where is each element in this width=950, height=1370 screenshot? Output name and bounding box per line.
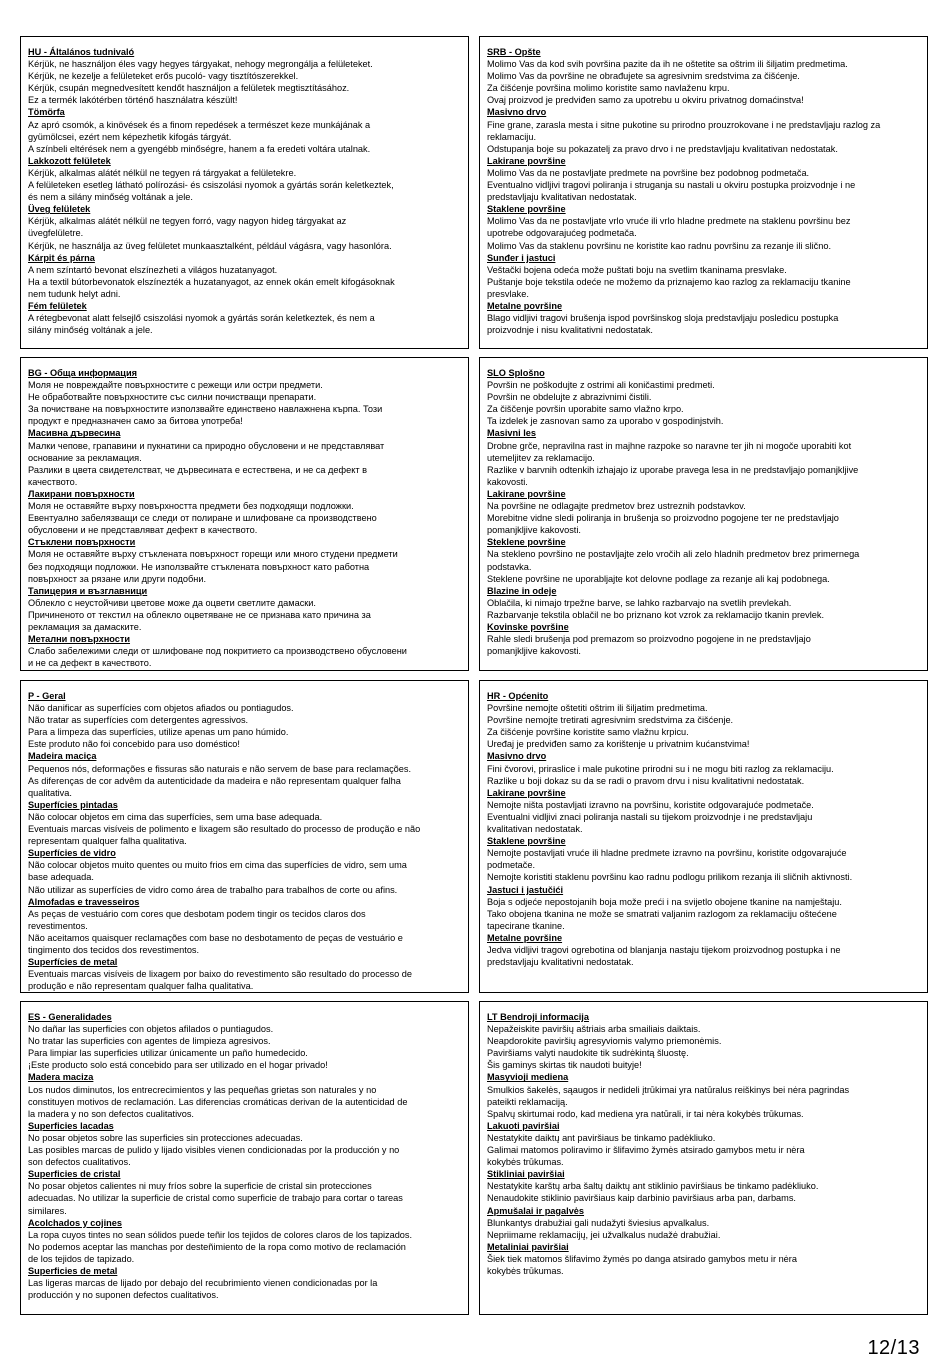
text-line: kakovosti. — [487, 476, 528, 487]
text-line: Površin ne obdelujte z abrazivnimi čistili. — [487, 392, 652, 403]
section-heading: Масивна дървесина — [28, 428, 121, 439]
text-line: Причиненото от текстил на облекло оцветяване не се признава като причина за — [28, 609, 371, 620]
section-heading: HU - Általános tudnivaló — [28, 47, 135, 57]
text-line: Neapdorokite paviršių agresyviomis valymo priemonėmis. — [487, 1036, 722, 1047]
text-line: tapecirane tkanine. — [487, 920, 565, 931]
text-line: Las ligeras marcas de lijado por debajo del recubrimiento vienen condicionadas por la — [28, 1278, 378, 1289]
text-line: Puštanje boje tekstila odeće ne možemo da priznajemo kao razlog za reklamaciju tkanine — [487, 276, 851, 287]
text-line: Pequenos nós, deformações e fissuras são naturais e não servem de base para reclamações. — [28, 763, 412, 774]
section-heading: Fém felületek — [28, 300, 87, 311]
text-line: Za čišćenje površine koristite samo vlažnu krpicu. — [487, 727, 689, 738]
text-line: Steklene površine ne uporabljajte kot delovne podlage za rezanje ali kaj podobnega. — [487, 573, 830, 584]
text-line: Blunkantys drabužiai gali nudažyti šviesius apvalkalus. — [487, 1217, 710, 1228]
section-heading: BG - Обща информация — [28, 368, 137, 378]
text-line: Nestatykite karštų arba šaltų daiktų ant stiklinio paviršiaus be tinkamo padėkliuko. — [487, 1181, 819, 1192]
section-heading: Kovinske površine — [487, 621, 569, 632]
text-line: Uređaj je predviđen samo za korištenje u privatnim kućanstvima! — [487, 739, 750, 750]
text-line: Não colocar objetos em cima das superfícies, sem uma base adequada. — [28, 811, 323, 822]
text-line: рекламация за дамаските. — [28, 621, 142, 632]
text-line: обусловени и не представляват дефект в качеството. — [28, 525, 258, 536]
text-line: Ovaj proizvod je predviđen samo za upotrebu u okviru privatnog domaćinstva! — [487, 95, 804, 106]
text-line: Ha a textil bútorbevonatok elszínezték a huzatanyagot, az ennek okán emelt kifogásoknak — [28, 276, 395, 287]
text-line: predstavljaju kvalitativni nedostatak. — [487, 957, 634, 968]
section-heading: Stikliniai paviršiai — [487, 1169, 565, 1180]
text-line: Nemojte postavljati vruće ili hladne predmete izravno na površinu, koristite odgovarajuće — [487, 848, 847, 859]
text-line: продукт е предназначен само за битова употреба! — [28, 416, 243, 427]
text-line: Nenaudokite stiklinio paviršiaus kaip darbinio paviršiaus arba pan, darbams. — [487, 1193, 796, 1204]
text-line: Моля не оставяйте върху стъклената повърхност горещи или много студени предмети — [28, 549, 398, 560]
text-line: de los tejidos de tapizado. — [28, 1253, 135, 1264]
text-line: kokybės trūkumas. — [487, 1157, 564, 1168]
section-heading: Madera maciza — [28, 1072, 94, 1083]
text-line: similares. — [28, 1205, 67, 1216]
text-line: Не обработвайте повърхностите със силни почистващи препарати. — [28, 392, 317, 403]
text-line: Моля не повреждайте повърхностите с режещи или остри предмети. — [28, 380, 323, 391]
text-line: ¡Este producto solo está concebido para ser utilizado en el hogar privado! — [28, 1060, 328, 1071]
text-line: No posar objetos sobre las superficies sin protecciones adecuadas. — [28, 1132, 303, 1143]
section-heading: Superficies lacadas — [28, 1120, 114, 1131]
text-line: Molimo Vas da staklenu površinu ne koristite kao radnu površinu za rezanje ili slično. — [487, 240, 832, 251]
section-heading: Acolchados y cojines — [28, 1217, 122, 1228]
text-line: No podemos aceptar las manchas por desteñimiento de la ropa como motivo de reclamación — [28, 1241, 406, 1252]
text-line: Razlike u boji dokaz su da se radi o pravom drvu i nisu kvalitativni nedostatak. — [487, 775, 805, 786]
text-line: Fine grane, zarasla mesta i sitne pukotine su prirodno prouzrokovane i ne predstavljaju razlog za — [487, 119, 881, 130]
section-heading: Лакирани повърхности — [28, 488, 135, 499]
text-line: Rahle sledi brušenja pod premazom so proizvodno pogojene in ne predstavljajo — [487, 634, 811, 645]
section-heading: Masivni les — [487, 428, 537, 439]
text-line: adecuadas. No utilizar la superficie de cristal como superficie de trabajo para cortar o tareas — [28, 1193, 403, 1204]
text-line: Eventuais marcas visíveis de polimento e lixagem são resultado do processo de produção e não — [28, 824, 421, 835]
text-line: Kérjük, csupán megnedvesített kendőt használjon a felületek megtisztításához. — [28, 83, 350, 94]
text-line: Površine nemojte tretirati agresivnim sredstvima za čišćenje. — [487, 715, 734, 726]
text-line: Não aceitamos quaisquer reclamações com base no desbotamento de peças de vestuário e — [28, 932, 403, 943]
text-line: Kérjük, alkalmas alátét nélkül ne tegyen forró, vagy nagyon hideg tárgyakat az — [28, 216, 347, 227]
section-heading: Lakirane površine — [487, 488, 566, 499]
section-lithuanian — [479, 1001, 928, 1315]
section-heading: Metalne površine — [487, 300, 563, 311]
section-heading: Staklene površine — [487, 836, 566, 847]
text-line: Não danificar as superfícies com objetos afiados ou pontiagudos. — [28, 703, 294, 714]
text-line: producción y no suponen defectos cualitativos. — [28, 1290, 219, 1301]
section-heading: Madeira maciça — [28, 751, 97, 762]
section-heading: Sunđer i jastuci — [487, 252, 556, 263]
section-heading: SLO Splošno — [487, 368, 545, 378]
text-line: Molimo Vas da površine ne obrađujete sa agresivnim sredstvima za čišćenje. — [487, 71, 800, 82]
text-line: Nepriimame reklamacijų, jei užvalkalus nudažė drabužiai. — [487, 1229, 721, 1240]
text-line: pateikti reklamaciją. — [487, 1096, 568, 1107]
section-heading: Apmušalai ir pagalvės — [487, 1205, 585, 1216]
text-line: Paviršiams valyti naudokite tik sudrėkintą šluostę. — [487, 1048, 689, 1059]
section-heading: Staklene površine — [487, 204, 566, 215]
text-line: No tratar las superficies con agentes de limpieza agresivos. — [28, 1036, 271, 1047]
text-line: Razlike v barvnih odtenkih izhajajo iz uporabe pravega lesa in ne predstavljajo pomanjkljive — [487, 464, 859, 475]
section-bulgarian — [20, 357, 469, 671]
text-line: Разлики в цвета свидетелстват, че дървесината е естествена, и не са дефект в — [28, 464, 367, 475]
text-line: Малки чепове, грапавини и пукнатини са природно обусловени и не представляват — [28, 440, 385, 451]
text-line: Nemojte ništa postavljati izravno na površinu, koristite odgovarajuće podmetače. — [487, 799, 814, 810]
section-heading: HR - Općenito — [487, 691, 549, 701]
text-line: Za čiščenje površin uporabite samo vlažno krpo. — [487, 404, 684, 415]
text-line: As peças de vestuário com cores que desbotam podem tingir os tecidos claros dos — [28, 908, 366, 919]
text-line: Não utilizar as superfícies de vidro como área de trabalho para trabalhos de corte ou afins. — [28, 884, 398, 895]
section-heading: ES - Generalidades — [28, 1012, 112, 1022]
text-line: Jedva vidljivi tragovi ogrebotina od blanjanja nastaju tijekom proizvodnog postupka i ne — [487, 944, 841, 955]
text-line: reklamaciju. — [487, 131, 537, 142]
text-line: kokybės trūkumas. — [487, 1265, 564, 1276]
text-line: tingimento dos tecidos dos revestimentos. — [28, 944, 200, 955]
text-line: Nepažeiskite paviršių aštriais arba smailiais daiktais. — [487, 1024, 701, 1035]
text-line: pomanjkljive kakovosti. — [487, 646, 581, 657]
section-heading: Tömörfa — [28, 107, 65, 118]
section-croatian — [479, 680, 928, 993]
text-line: Molimo Vas da ne postavljate vrlo vruće ili vrlo hladne predmete na staklenu površinu bez — [487, 216, 851, 227]
section-hungarian — [20, 36, 469, 349]
section-heading: Superfícies de metal — [28, 957, 118, 968]
text-line: kvalitativan nedostatak. — [487, 824, 583, 835]
section-heading: Стъклени повърхности — [28, 537, 136, 548]
section-heading: Steklene površine — [487, 537, 566, 548]
text-line: Molimo Vas da ne postavljate predmete na površine bez podobnog podmetača. — [487, 167, 810, 178]
text-line: Veštački bojena odeća može puštati boju na svetlim tkaninama presvlake. — [487, 264, 787, 275]
text-line: Eventualni vidljivi znaci poliranja nastali su tijekom proizvodnje i ne predstavljaju — [487, 811, 813, 822]
text-line: Las posibles marcas de pulido y lijado visibles vienen condicionadas por la producción y no — [28, 1145, 400, 1156]
text-line: son defectos cualitativos. — [28, 1157, 131, 1168]
text-line: Šiek tiek matomos šlifavimo žymės po danga atsirado gamybos metu ir nėra — [487, 1253, 797, 1264]
section-heading: Superfícies pintadas — [28, 799, 118, 810]
text-line: Nemojte koristiti staklenu površinu kao radnu podlogu prilikom rezanja ili sličnih aktivnosti. — [487, 872, 853, 883]
text-line: Blago vidljivi tragovi brušenja ispod površinskog sloja predstavljaju posledicu postupka — [487, 313, 839, 324]
text-line: Površin ne poškodujte z ostrimi ali koničastimi predmeti. — [487, 380, 715, 391]
text-line: podmetače. — [487, 860, 536, 871]
section-heading: Lakirane površine — [487, 155, 566, 166]
text-line: Kérjük, ne kezelje a felületeket erős pucoló- vagy tisztítószerekkel. — [28, 71, 299, 82]
text-line: Galimai matomos poliravimo ir šlifavimo žymės atsirado gamybos metu ir nėra — [487, 1145, 805, 1156]
text-line: Nestatykite daiktų ant paviršiaus be tinkamo padėkliuko. — [487, 1132, 716, 1143]
text-line: üvegfelületre. — [28, 228, 84, 239]
text-line: качеството. — [28, 476, 78, 487]
text-line: Kérjük, alkalmas alátét nélkül ne tegyen rá tárgyakat a felületekre. — [28, 167, 297, 178]
text-line: Boja s odjeće nepostojanih boja može preći i na svijetlo obojene tkanine na namještaju. — [487, 896, 842, 907]
text-line: и не са дефект в качеството. — [28, 658, 152, 669]
text-line: Para a limpeza das superfícies, utilize apenas um pano húmido. — [28, 727, 289, 738]
text-line: За почистване на повърхностите използвайте единствено навлажнена кърпа. Този — [28, 404, 383, 415]
text-line: gyümölcsei, ezért nem képezhetik kifogás tárgyát. — [28, 131, 232, 142]
text-line: No dañar las superficies con objetos afilados o puntiagudos. — [28, 1024, 274, 1035]
section-heading: SRB - Opšte — [487, 47, 541, 57]
text-line: Az apró csomók, a kinövések és a finom repedések a természet keze munkájának a — [28, 119, 371, 130]
text-line: Drobne grče, nepravilna rast in majhne razpoke so naravne ter jih ni mogoče uporabiti kot — [487, 440, 852, 451]
text-line: Eventualno vidljivi tragovi poliranja i struganja su nastali u okviru postupka proizvodnje i ne — [487, 180, 856, 191]
text-line: Облекло с неустойчиви цветове може да оцвети светлите дамаски. — [28, 597, 316, 608]
text-line: No posar objetos calientes ni muy fríos sobre la superficie de cristal sin protecciones — [28, 1181, 372, 1192]
text-line: nem tudunk helyt adni. — [28, 288, 121, 299]
text-line: A színbeli eltérések nem a gyengébb minőségre, hanem a fa eredeti voltára utalnak. — [28, 143, 371, 154]
section-heading: LT Bendroji informacija — [487, 1012, 589, 1022]
section-heading: Lakuoti paviršiai — [487, 1120, 560, 1131]
text-line: constituyen motivos de reclamación. Las diferencias cromáticas derivan de la autenticidad de — [28, 1096, 408, 1107]
text-line: La ropa cuyos tintes no sean sólidos puede teñir los tejidos de colores claros de los tapizados. — [28, 1229, 413, 1240]
text-line: Šis gaminys skirtas tik naudoti buityje! — [487, 1060, 642, 1071]
text-line: Spalvų skirtumai rodo, kad mediena yra natūrali, ir tai nėra kokybės trūkumas. — [487, 1108, 804, 1119]
text-line: és nem a silány minőség voltának a jele. — [28, 192, 193, 203]
text-line: A felületeken esetleg látható polírozási- és csiszolási nyomok a gyártás során keletkeztek, — [28, 180, 394, 191]
text-line: Razbarvanje tekstila oblačil ne bo priznano kot vzrok za reklamacijo tkanin prevlek. — [487, 609, 825, 620]
section-heading: Метални повърхности — [28, 634, 131, 645]
text-line: upotrebe odgovarajućeg podmetača. — [487, 228, 637, 239]
section-spanish — [20, 1001, 469, 1315]
section-heading: Masivno drvo — [487, 751, 547, 762]
text-line: A nem színtartó bevonat elszínezheti a világos huzatanyagot. — [28, 264, 278, 275]
text-line: Molimo Vas da kod svih površina pazite da ih ne oštetite sa oštrim ili šiljatim predmetima. — [487, 59, 848, 70]
text-line: основание за рекламация. — [28, 452, 142, 463]
text-line: Моля не оставяйте върху повърхността предмети без подходящи подложки. — [28, 501, 354, 512]
page-number: 12/13 — [867, 1337, 920, 1359]
section-heading: Metalne površine — [487, 932, 563, 943]
section-serbian — [479, 36, 928, 349]
text-line: base adequada. — [28, 872, 94, 883]
text-line: A rétegbevonat alatt felsejlő csiszolási nyomok a gyártás során keletkeztek, és nem a — [28, 313, 375, 324]
section-heading: Тапицерия и възглавници — [28, 585, 148, 596]
text-line: Površine nemojte oštetiti oštrim ili šiljatim predmetima. — [487, 703, 708, 714]
text-line: silány minőség voltának a jele. — [28, 325, 153, 336]
section-heading: Masyvioji mediena — [487, 1072, 569, 1083]
text-line: representam qualquer falha qualitativa. — [28, 836, 187, 847]
text-line: Fini čvorovi, priraslice i male pukotine prirodni su i ne mogu biti razlog za reklamaciju. — [487, 763, 834, 774]
text-line: Na stekleno površino ne postavljajte zelo vročih ali zelo hladnih predmetov brez primernega — [487, 549, 860, 560]
text-line: Não colocar objetos muito quentes ou muito frios em cima das superfícies de vidro, sem uma — [28, 860, 407, 871]
section-heading: Superfícies de vidro — [28, 848, 116, 859]
text-line: Los nudos diminutos, los entrecrecimientos y las pequeñas grietas son naturales y no — [28, 1084, 377, 1095]
text-line: Ta izdelek je zasnovan samo za uporabo v gospodinjstvih. — [487, 416, 724, 427]
text-line: produção e não representam qualquer falha qualitativa. — [28, 981, 254, 992]
text-line: Oblačila, ki nimajo trpežne barve, se lahko razbarvajo na svetlih prevlekah. — [487, 597, 792, 608]
section-heading: Almofadas e travesseiros — [28, 896, 140, 907]
text-line: Za čišćenje površina molimo koristite samo navlaženu krpu. — [487, 83, 730, 94]
section-heading: Superficies de metal — [28, 1265, 118, 1276]
section-heading: Metaliniai paviršiai — [487, 1241, 569, 1252]
text-line: Na površine ne odlagajte predmetov brez ustreznih podstavkov. — [487, 501, 746, 512]
text-line: Kérjük, ne használjon éles vagy hegyes tárgyakat, nehogy megrongálja a felületeket. — [28, 59, 373, 70]
text-line: Smulkios šakelės, sąaugos ir nedideli įtrūkimai yra natūralus reiškinys bei nėra pagrindas — [487, 1084, 850, 1095]
text-line: Kérjük, ne használja az üveg felületet munkaasztalként, például vágásra, vagy hasonlóra. — [28, 240, 392, 251]
text-line: Este produto não foi concebido para uso doméstico! — [28, 739, 240, 750]
text-line: As diferenças de cor advêm da autenticidade da madeira e não representam qualquer falha — [28, 775, 401, 786]
text-line: predstavljaju kvalitativan nedostatak. — [487, 192, 637, 203]
text-line: proizvodnje i nisu kvalitativni nedostatak. — [487, 325, 653, 336]
text-line: Não tratar as superfícies com detergentes agressivos. — [28, 715, 249, 726]
text-line: Para limpiar las superficies utilizar únicamente un paño humedecido. — [28, 1048, 308, 1059]
section-heading: Lakkozott felületek — [28, 155, 111, 166]
text-line: Евентуално забелязващи се следи от полиране и шлифоване са производствено — [28, 513, 377, 524]
section-heading: Kárpit és párna — [28, 252, 95, 263]
text-line: podstavka. — [487, 561, 532, 572]
section-heading: Üveg felületek — [28, 204, 91, 215]
section-portuguese — [20, 680, 469, 993]
section-slovenian — [479, 357, 928, 671]
section-heading: Masivno drvo — [487, 107, 547, 118]
text-line: revestimentos. — [28, 920, 88, 931]
text-line: Morebitne vidne sledi poliranja in brušenja so proizvodno pogojene ter ne predstavljajo — [487, 513, 839, 524]
text-line: Слабо забележими следи от шлифоване под покритието са производствено обусловени — [28, 646, 407, 657]
text-line: utemeljitev za reklamacijo. — [487, 452, 595, 463]
section-heading: P - Geral — [28, 691, 66, 701]
text-line: без подходящи подложки. Не използвайте стъклената повърхност като работна — [28, 561, 370, 572]
text-line: pomanjkljive kakovosti. — [487, 525, 581, 536]
text-line: la madera y no son defectos cualitativos. — [28, 1108, 194, 1119]
text-line: Odstupanja boje su pokazatelj za pravo drvo i ne predstavljaju kvalitativan nedostatak. — [487, 143, 838, 154]
text-line: Eventuais marcas visíveis de lixagem por baixo do revestimento são resultado do processo de — [28, 969, 413, 980]
section-heading: Jastuci i jastučići — [487, 884, 564, 895]
section-heading: Lakirane površine — [487, 787, 566, 798]
text-line: Tako obojena tkanina ne može se smatrati valjanim razlogom za reklamaciju oštećene — [487, 908, 837, 919]
text-line: qualitativa. — [28, 787, 72, 798]
section-heading: Blazine in odeje — [487, 585, 557, 596]
text-line: Ez a termék lakótérben történő használatra készült! — [28, 95, 238, 106]
text-line: presvlake. — [487, 288, 529, 299]
section-heading: Superficies de cristal — [28, 1169, 121, 1180]
text-line: повърхност за рязане или други подобни. — [28, 573, 207, 584]
